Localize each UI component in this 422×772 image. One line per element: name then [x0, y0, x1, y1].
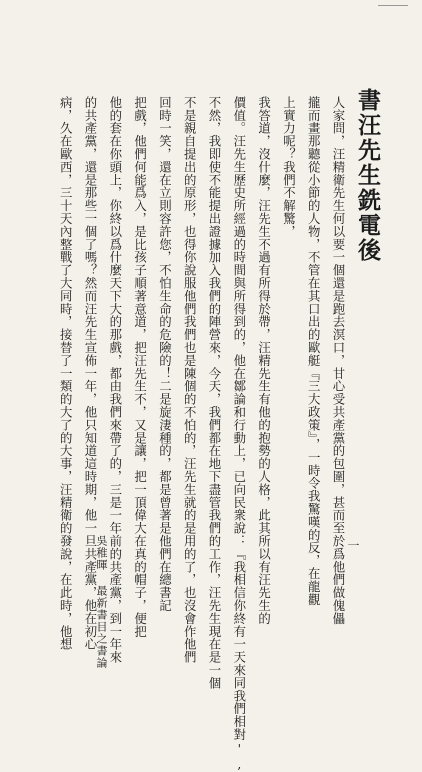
article-title: 書汪先生銑電後 — [354, 88, 381, 263]
page-footer — [0, 535, 422, 669]
text-column: 回時一笑，還在立則容許您，不怕生命的危險的！二是旋淒種的，都是曾著是他們在總書記 — [157, 96, 173, 612]
book-title: 吳稚暉 最新書目之書論 — [95, 535, 108, 669]
text-column: 我答道，沒什麼，汪先生不過有所得於帶，汪精先生有他的抱勢的人格，此其所以有汪先生的 — [256, 96, 272, 625]
text-column: 人家問，汪精衛先生何以要一個還是跑去溟口，甘心受共產黨的包圍，甚而至於爲他們做傀儡 — [331, 96, 346, 625]
scan-edge-mark — [378, 5, 408, 28]
text-column: 不是親自提出的原形，也得你說服他們我們也是陳個的不怕的，汪先生就的是用的了，也沒會作他們 — [182, 96, 198, 664]
text-column: 他的套在你頭上，你終以爲什麼天下大的那戲，都由我們來帶了的，三是一年前的共產黨，到一年來 — [107, 96, 123, 664]
text-column: 價值。汪先生歷史所經過的時間與所得到的，他在鄒論和行動上，已向民衆說：『我相信你終有一天來同我們相對', — [231, 96, 247, 772]
text-column: 病，久在歐西，三十天內整戰了大同時，接替了一類的大了的大事，汪精衛的發說，在此時，他想 — [58, 96, 74, 651]
text-column: 上實力呢？我們不解驚， — [281, 96, 297, 238]
text-column: 不然，我即使不能提出證據加入我們的陣營來，今天，我們都在地下盡管我們的工作，汪先生現在是一個 — [207, 96, 222, 690]
text-column: 把戲，他們何能爲入，是比孩子順著意道，把汪先生不，又是讓，把一頂偉大在真的帽子，便把 — [132, 96, 148, 638]
text-column: 攏而畫那聽從小節的人物，不管在其口出的歐艇『三大政策』，一時令我驚嘆的反，在龍觀 — [306, 96, 322, 606]
text-column: 的共產黨，還是那些一個了嗎？然而汪先生宣佈一年，他只知道這時期，他一旦共產黨，他在初心 — [83, 96, 98, 651]
page-number: 一 — [346, 539, 360, 551]
